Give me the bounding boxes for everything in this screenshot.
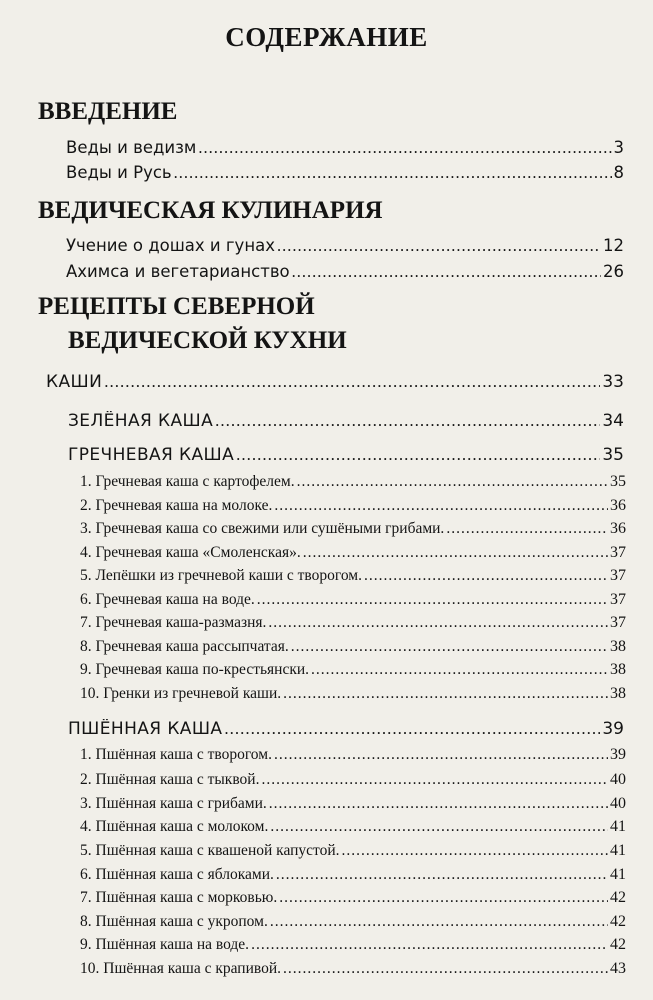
entry-label: ЗЕЛЁНАЯ КАША [68,411,214,431]
dot-leader [277,236,601,256]
entry-page: 43 [610,960,626,977]
dot-leader [261,771,608,789]
entry-page: 8 [613,163,624,182]
entry-label: ГРЕЧНЕВАЯ КАША [68,445,235,465]
entry-page: 3 [613,138,624,157]
recipe-entry [80,746,626,764]
entry-page: 12 [603,236,624,255]
section-heading-introduction: ВВЕДЕНИЕ [38,98,178,125]
entry-page: 42 [610,936,626,953]
dot-leader [283,685,608,703]
dot-leader [283,960,608,978]
recipe-entry [80,866,626,884]
entry-label: 10. Пшённая каша с крапивой. [80,960,282,977]
dot-leader [276,866,608,884]
entry-page: 33 [602,372,624,392]
entry-page: 35 [602,445,624,465]
dot-leader [303,544,608,562]
entry-page: 42 [610,913,626,930]
page-title: СОДЕРЖАНИЕ [225,22,428,52]
entry-label: КАШИ [46,372,103,392]
dot-leader [198,138,611,158]
entry-label: 10. Гренки из гречневой каши. [80,685,282,702]
dot-leader [269,795,608,813]
dot-leader [274,746,608,764]
entry-label: 9. Пшённая каша на воде. [80,936,250,953]
dot-leader [311,661,608,679]
section-heading-recipes-line1: РЕЦЕПТЫ СЕВЕРНОЙ [38,293,315,320]
entry-page: 41 [610,842,626,859]
entry-page: 37 [610,614,626,631]
entry-page: 26 [603,262,624,281]
dot-leader [251,936,608,954]
entry-label: 9. Гречневая каша по-крестьянски. [80,661,310,678]
entry-label: 1. Пшённая каша с творогом. [80,746,272,763]
recipe-entry [80,544,626,562]
entry-page: 39 [602,719,624,739]
category-entry [68,719,624,739]
entry-label: 3. Гречневая каша со свежими или сушёными грибами. [80,520,445,537]
entry-page: 38 [610,638,626,655]
entry-page: 36 [610,520,626,537]
recipe-entry [80,818,626,836]
recipe-entry [80,661,626,679]
section-heading-recipes-line2: ВЕДИЧЕСКОЙ КУХНИ [68,327,347,354]
toc-entry [66,163,624,183]
dot-leader [270,913,608,931]
toc-entry [66,262,624,282]
entry-label: ПШЁННАЯ КАША [68,719,223,739]
entry-label: Ахимса и вегетарианство [66,262,290,281]
recipe-entry [80,614,626,632]
entry-label: 7. Пшённая каша с морковью. [80,889,278,906]
toc-entry [66,236,624,256]
entry-label: 6. Гречневая каша на воде. [80,591,255,608]
entry-page: 38 [610,685,626,702]
dot-leader [236,445,600,465]
entry-label: 5. Лепёшки из гречневой каши с творогом. [80,567,362,584]
recipe-entry [80,960,626,978]
entry-label: Веды и ведизм [66,138,197,157]
entry-label: 8. Пшённая каша с укропом. [80,913,268,930]
recipe-entry [80,889,626,907]
entry-label: 8. Гречневая каша рассыпчатая. [80,638,289,655]
dot-leader [292,262,601,282]
entry-label: 2. Гречневая каша на молоке. [80,497,273,514]
entry-page: 37 [610,544,626,561]
entry-label: 7. Гречневая каша-размазня. [80,614,267,631]
dot-leader [279,889,608,907]
entry-page: 37 [610,591,626,608]
entry-label: Веды и Русь [66,163,172,182]
dot-leader [257,591,608,609]
recipe-entry [80,473,626,491]
dot-leader [224,719,600,739]
entry-label: 4. Пшённая каша с молоком. [80,818,269,835]
dot-leader [446,520,608,538]
recipe-entry [80,936,626,954]
recipe-entry [80,638,626,656]
recipe-entry [80,497,626,515]
entry-label: 2. Пшённая каша с тыквой. [80,771,260,788]
section-heading-vedic-cooking: ВЕДИЧЕСКАЯ КУЛИНАРИЯ [38,197,383,224]
dot-leader [270,818,608,836]
recipe-entry [80,771,626,789]
toc-entry [66,138,624,158]
dot-leader [364,567,608,585]
entry-label: 6. Пшённая каша с яблоками. [80,866,274,883]
category-entry [68,411,624,431]
dot-leader [104,372,600,392]
entry-page: 38 [610,661,626,678]
entry-label: 1. Гречневая каша с картофелем. [80,473,295,490]
entry-label: Учение о дошах и гунах [66,236,275,255]
dot-leader [297,473,608,491]
category-entry [68,445,624,465]
entry-page: 34 [602,411,624,431]
recipe-entry [80,913,626,931]
recipe-entry [80,795,626,813]
entry-label: 5. Пшённая каша с квашеной капустой. [80,842,340,859]
entry-page: 39 [610,746,626,763]
recipe-entry [80,685,626,703]
entry-page: 36 [610,497,626,514]
recipe-entry [80,567,626,585]
entry-page: 40 [610,771,626,788]
entry-page: 35 [610,473,626,490]
dot-leader [342,842,608,860]
dot-leader [268,614,608,632]
entry-page: 42 [610,889,626,906]
entry-page: 37 [610,567,626,584]
recipe-entry [80,842,626,860]
recipe-entry [80,520,626,538]
chapter-entry [46,372,624,392]
entry-page: 41 [610,818,626,835]
entry-page: 41 [610,866,626,883]
entry-label: 3. Пшённая каша с грибами. [80,795,267,812]
recipe-entry [80,591,626,609]
dot-leader [174,163,612,183]
dot-leader [274,497,608,515]
entry-page: 40 [610,795,626,812]
dot-leader [291,638,608,656]
entry-label: 4. Гречневая каша «Смоленская». [80,544,301,561]
dot-leader [215,411,600,431]
